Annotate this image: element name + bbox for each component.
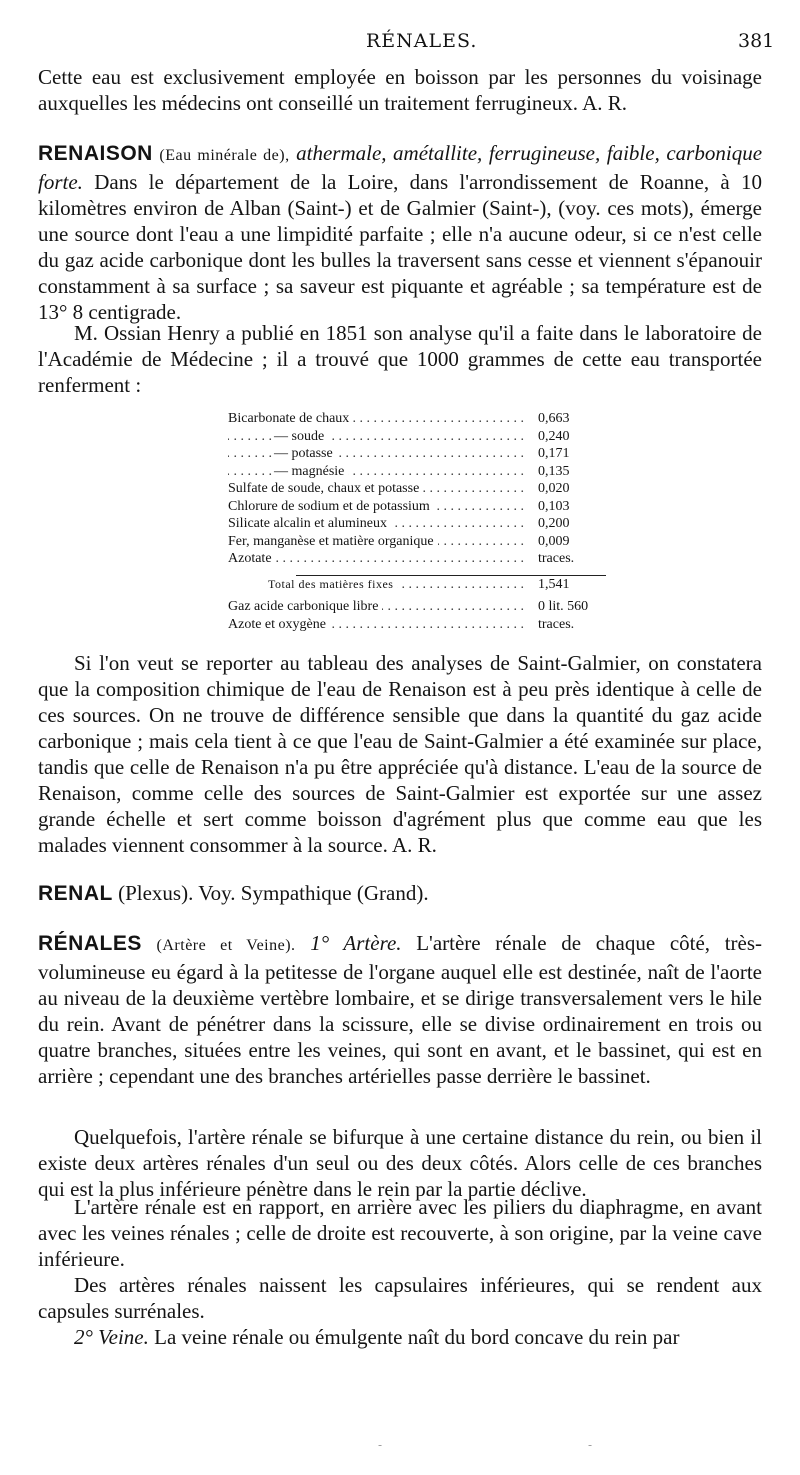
paragraph-capsulaires: Des artères rénales naissent les capsulaires inférieures, qui se rendent aux capsules surrénales. — [38, 1273, 762, 1323]
gas-row — [228, 598, 608, 616]
analysis-row — [228, 533, 608, 551]
entry-renal — [38, 880, 762, 907]
paragraph-continuation: Cette eau est exclusivement employée en boisson par les personnes du voisinage auxquelles les médecins ont conseillé un traitement ferrugineux. A. R. — [38, 65, 762, 115]
analysis-row-label: — magnésie — [274, 463, 348, 481]
entry-renales — [38, 930, 762, 1089]
analysis-row-value: 0,103 — [538, 498, 570, 514]
entry-renaison-text: Dans le département de la Loire, dans l'arrondissement de Roanne, à 10 kilomètres environ de Alban (Saint-) et de Galmier (Saint-), (voy. ces mots), émerge une source dont l'eau a une limpidité parfaite ; elle n'a aucune odeur, si ce n'est celle du gaz acide carbonique dont les bulles la traversent sans cesse et viennent s'épanouir constamment à sa surface ; sa saveur est piquante et agréable ; sa température est de 13° 8 centigrade. — [38, 170, 762, 324]
analysis-row-value: 0,663 — [538, 411, 570, 426]
analysis-row-value: 0,009 — [538, 533, 570, 549]
analysis-row — [228, 410, 608, 428]
analysis-row-value: 0,200 — [538, 516, 570, 531]
artere-heading: 1° Artère. — [310, 931, 402, 955]
analysis-row-label: Chlorure de sodium et de potassium — [228, 498, 434, 516]
analysis-row-label: Azotate — [228, 550, 276, 568]
analysis-row-value: 0,020 — [538, 481, 570, 496]
entry-lemma-renal: RENAL — [38, 882, 113, 905]
analysis-row-value: 0,171 — [538, 446, 570, 461]
veine-text: La veine rénale ou émulgente naît du bord concave du rein par — [154, 1325, 680, 1349]
paragraph-ossian: M. Ossian Henry a publié en 1851 son analyse qu'il a faite dans le laboratoire de l'Académie de Médecine ; il a trouvé que 1000 grammes de cette eau transportée renferment : — [38, 321, 762, 397]
paragraph-galmier: Si l'on veut se reporter au tableau des analyses de Saint-Galmier, on constatera que la composition chimique de l'eau de Renaison est à peu près identique à celle de ces sources. On ne trouve de différence sensible que dans la quantité du gaz acide carbonique ; mais cela tient à ce que l'eau de Saint-Galmier a été examinée sur place, tandis que celle de Renaison n'a pu être appréciée qu'à distance. L'eau de la source de Renaison, comme celle des sources de Saint-Galmier est exportée sur une assez grande échelle et sert comme boisson d'agrément plus que comme eau que les malades viennent consommer à la source. A. R. — [38, 651, 762, 857]
entry-renaison-qualifiers: athermale, amétallite, ferrugineuse, faible, carbonique forte. — [38, 141, 763, 194]
analysis-gases — [228, 598, 608, 633]
running-head — [0, 30, 800, 56]
entry-lemma-renales-paren: (Artère et Veine). — [156, 937, 296, 954]
dot-leader — [228, 445, 524, 463]
paragraph-rapport: L'artère rénale est en rapport, en arrière avec les piliers du diaphragme, en avant avec les veines rénales ; celle de droite est recouverte, à son origine, par la veine cave inférieure. — [38, 1195, 762, 1271]
entry-renal-text: (Plexus). Voy. Sympathique (Grand). — [118, 881, 429, 905]
running-title: RÉNALES. — [366, 30, 478, 52]
analysis-row — [228, 445, 608, 463]
entry-renaison — [38, 140, 762, 325]
gas-row-value: 0 lit. 560 — [538, 599, 589, 614]
veine-heading: 2° Veine. — [74, 1325, 149, 1349]
analysis-row — [228, 498, 608, 516]
gas-row-label: Gaz acide carbonique libre — [228, 598, 382, 616]
analysis-row-label: Fer, manganèse et matière organique — [228, 533, 438, 551]
analysis-row-value: traces. — [538, 551, 575, 566]
entry-lemma-renaison: RENAISON — [38, 142, 153, 165]
analysis-row-label: Silicate alcalin et alumineux — [228, 515, 391, 533]
total-label: Total des matières fixes — [268, 576, 397, 594]
entry-renales-text: L'artère rénale de chaque côté, très-volumineuse eu égard à la petitesse de l'organe auquel elle est destinée, naît de l'aorte au niveau de la deuxième vertèbre lombaire, et se dirige transversalement vers le hile du rein. Avant de pénétrer dans la scissure, elle se divise ordinairement en trois ou quatre branches, situées entre les veines, qui sont en avant, et le bassinet, qui est en arrière ; cependant une des branches artérielles passe derrière le bassinet. — [38, 931, 763, 1088]
analysis-table — [228, 410, 608, 568]
dot-leader — [228, 428, 524, 446]
printer-mark: - — [378, 1438, 383, 1452]
paragraph-quelquefois: Quelquefois, l'artère rénale se bifurque à une certaine distance du rein, ou bien il existe deux artères rénales d'un seul ou des deux côtés. Alors celle de ces branches qui est la plus inférieure pénètre dans le rein par la partie déclive. — [38, 1125, 762, 1201]
dot-leader — [228, 463, 524, 481]
gas-row-value: traces. — [538, 616, 575, 632]
analysis-row — [228, 515, 608, 533]
analysis-row-label: — potasse — [274, 445, 337, 463]
analysis-row-label: — soude — [274, 428, 328, 446]
analysis-row-value: 0,240 — [538, 428, 570, 444]
total-value: 1,541 — [538, 577, 570, 592]
analysis-row-value: 0,135 — [538, 463, 570, 479]
analysis-total — [228, 576, 608, 594]
analysis-row — [228, 550, 608, 568]
printer-mark: - — [588, 1438, 593, 1452]
gas-row-label: Azote et oxygène — [228, 616, 330, 634]
gas-row — [228, 616, 608, 634]
paragraph-veine — [38, 1324, 762, 1350]
analysis-row — [228, 480, 608, 498]
analysis-row — [228, 463, 608, 481]
analysis-row-label: Sulfate de soude, chaux et potasse — [228, 480, 423, 498]
analysis-row-label: Bicarbonate de chaux — [228, 410, 353, 428]
entry-lemma-renales: RÉNALES — [38, 932, 142, 955]
page-number: 381 — [738, 30, 775, 52]
entry-lemma-renaison-paren: (Eau minérale de), — [159, 147, 290, 164]
analysis-row — [228, 428, 608, 446]
